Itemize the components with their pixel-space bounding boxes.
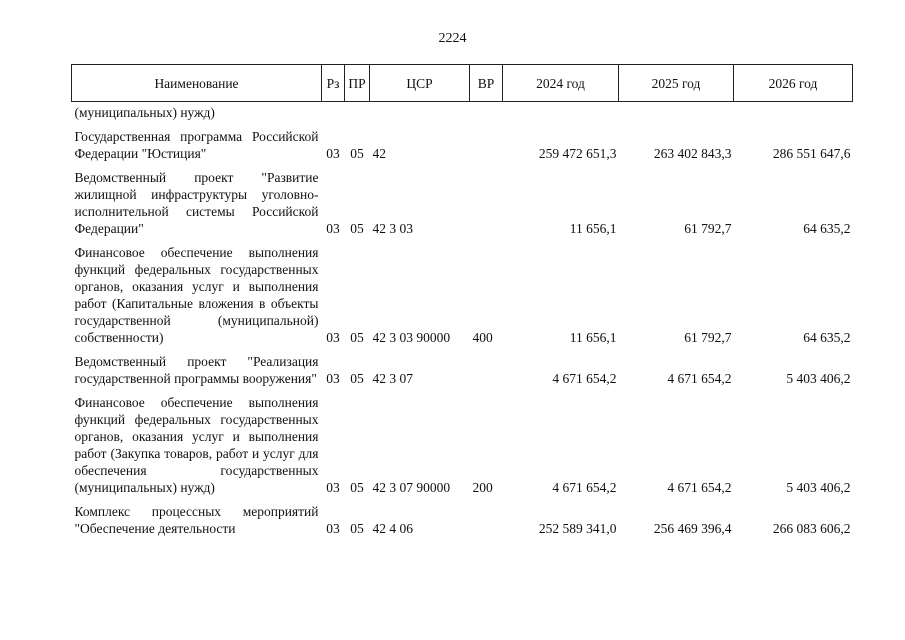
row-2026 bbox=[734, 102, 853, 122]
row-vr bbox=[470, 346, 503, 387]
row-csr: 42 3 07 bbox=[372, 371, 413, 386]
row-vr bbox=[470, 162, 503, 237]
header-name: Наименование bbox=[72, 65, 322, 102]
table-row bbox=[72, 121, 853, 162]
row-pr: 05 bbox=[350, 371, 364, 386]
row-rz: 03 bbox=[326, 330, 340, 345]
row-name: Ведомственный проект "Реализация государственной программы вооружения" bbox=[74, 354, 319, 386]
row-pr: 05 bbox=[350, 480, 364, 495]
row-csr: 42 3 07 90000 bbox=[372, 480, 451, 495]
row-2024: 11 656,1 bbox=[569, 330, 617, 345]
header-2024: 2024 год bbox=[503, 65, 619, 102]
row-2026: 64 635,2 bbox=[803, 221, 851, 236]
table-row bbox=[72, 102, 853, 122]
row-pr: 05 bbox=[350, 146, 364, 161]
header-2025: 2025 год bbox=[619, 65, 734, 102]
row-2025: 61 792,7 bbox=[684, 330, 732, 345]
row-rz: 03 bbox=[326, 146, 340, 161]
row-name: Финансовое обеспечение выполнения функций федеральных государственных органов, оказания услуг и выполнения работ (Закупка товаров, работ и услуг для обеспечения государственных (муниципальных) нужд) bbox=[74, 395, 319, 495]
row-2026: 5 403 406,2 bbox=[786, 480, 851, 495]
row-csr: 42 3 03 90000 bbox=[372, 330, 451, 345]
header-row bbox=[72, 65, 853, 102]
row-rz: 03 bbox=[326, 480, 340, 495]
row-2025: 61 792,7 bbox=[684, 221, 732, 236]
header-vr: ВР bbox=[470, 65, 503, 102]
row-vr: 200 bbox=[472, 480, 493, 495]
row-rz: 03 bbox=[326, 521, 340, 536]
row-2025: 4 671 654,2 bbox=[667, 371, 732, 386]
row-2024: 4 671 654,2 bbox=[552, 480, 617, 495]
row-2025: 263 402 843,3 bbox=[653, 146, 732, 161]
row-pr: 05 bbox=[350, 521, 364, 536]
row-2026: 64 635,2 bbox=[803, 330, 851, 345]
row-csr bbox=[370, 102, 470, 122]
row-pr: 05 bbox=[350, 330, 364, 345]
row-name: Ведомственный проект "Развитие жилищной инфраструктуры уголовно-исполнительной системы Российской Федерации" bbox=[74, 170, 319, 236]
row-2025: 4 671 654,2 bbox=[667, 480, 732, 495]
row-name: Комплекс процессных мероприятий "Обеспечение деятельности bbox=[74, 504, 319, 536]
row-vr bbox=[470, 121, 503, 162]
row-rz: 03 bbox=[326, 221, 340, 236]
table-row bbox=[72, 162, 853, 237]
row-vr bbox=[470, 496, 503, 537]
row-rz bbox=[322, 102, 345, 122]
row-pr bbox=[345, 102, 370, 122]
row-2024 bbox=[503, 102, 619, 122]
row-2024: 4 671 654,2 bbox=[552, 371, 617, 386]
row-2024: 252 589 341,0 bbox=[538, 521, 617, 536]
row-name: (муниципальных) нужд) bbox=[74, 105, 215, 120]
header-pr: ПР bbox=[345, 65, 370, 102]
row-name: Государственная программа Российской Федерации "Юстиция" bbox=[74, 129, 319, 161]
row-csr: 42 4 06 bbox=[372, 521, 413, 536]
header-rz: Рз bbox=[322, 65, 345, 102]
header-2026: 2026 год bbox=[734, 65, 853, 102]
row-pr: 05 bbox=[350, 221, 364, 236]
budget-table bbox=[71, 64, 853, 537]
table-row bbox=[72, 237, 853, 346]
table-row bbox=[72, 387, 853, 496]
table-row bbox=[72, 346, 853, 387]
row-csr: 42 bbox=[372, 146, 386, 161]
header-csr: ЦСР bbox=[370, 65, 470, 102]
row-2025 bbox=[619, 102, 734, 122]
table-row bbox=[72, 496, 853, 537]
row-2026: 286 551 647,6 bbox=[772, 146, 851, 161]
page-number: 2224 bbox=[438, 31, 467, 46]
row-2025: 256 469 396,4 bbox=[653, 521, 732, 536]
row-2024: 11 656,1 bbox=[569, 221, 617, 236]
row-name: Финансовое обеспечение выполнения функций федеральных государственных органов, оказания услуг и выполнения работ (Капитальные вложения в объекты государственной (муниципальной) собственности) bbox=[74, 245, 319, 345]
row-2026: 266 083 606,2 bbox=[772, 521, 851, 536]
row-rz: 03 bbox=[326, 371, 340, 386]
row-vr bbox=[470, 102, 503, 122]
row-vr: 400 bbox=[472, 330, 493, 345]
row-2024: 259 472 651,3 bbox=[538, 146, 617, 161]
row-2026: 5 403 406,2 bbox=[786, 371, 851, 386]
row-csr: 42 3 03 bbox=[372, 221, 413, 236]
